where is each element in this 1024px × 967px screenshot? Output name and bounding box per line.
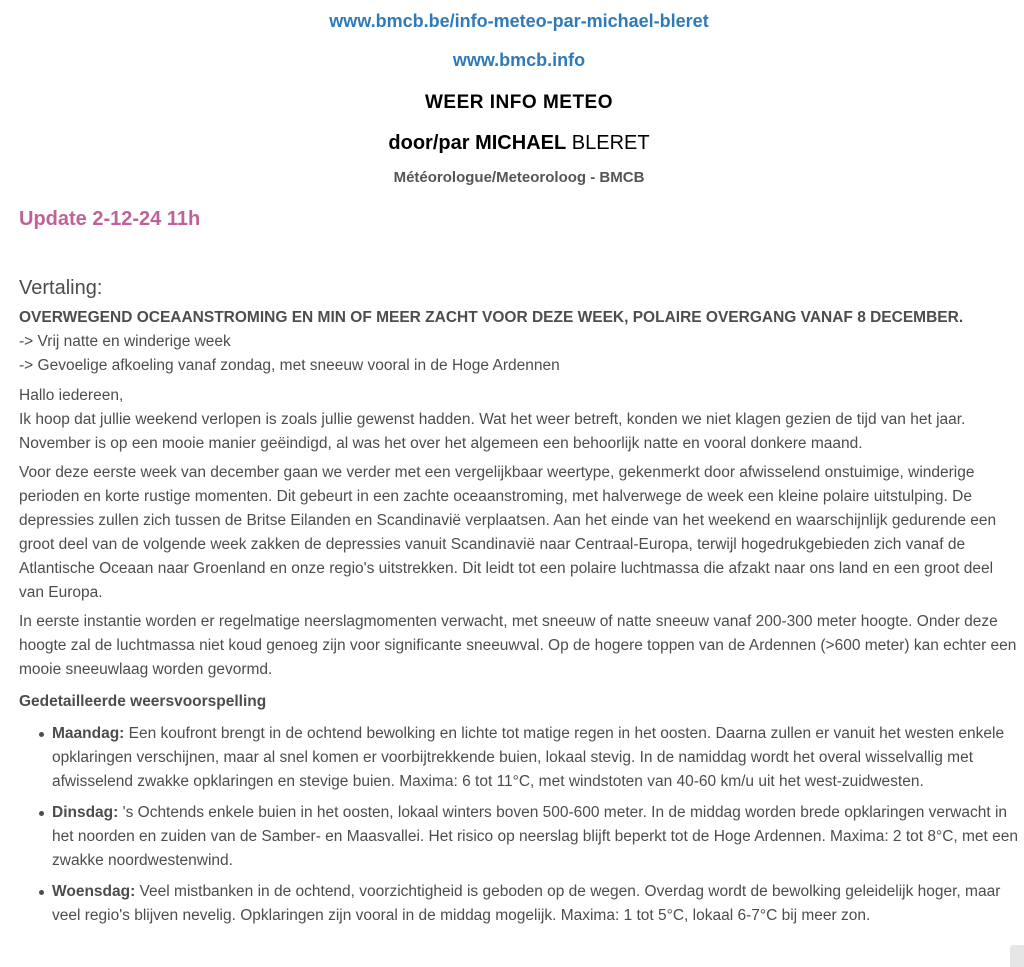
byline-last-name: BLERET (571, 132, 650, 154)
article (19, 0, 1019, 935)
forecast-list (19, 722, 1019, 928)
summary-bullet: -> Gevoelige afkoeling vanaf zondag, met sneeuw vooral in de Hoge Ardennen (19, 357, 560, 374)
byline-prefix: door/par (388, 132, 470, 154)
forecast-text: Veel mistbanken in de ochtend, voorzichtigheid is geboden op de wegen. Overdag wordt de bewolking geleidelijk hoger, maar veel regio's blijven nevelig. Opklaringen zijn vooral in de middag mogelijk. Maxima: 1 tot 5°C, lokaal 6-7°C bij meer zon. (52, 883, 1001, 924)
header-link-bmcb-info[interactable]: www.bmcb.info (452, 50, 586, 70)
paragraph-precipitation: In eerste instantie worden er regelmatige neerslagmomenten verwacht, met sneeuw of natte sneeuw vanaf 200-300 meter hoogte. Onder deze hoogte zal de luchtmassa niet koud genoeg zijn voor significante sneeuwval. Op de hogere toppen van de Ardennen (>600 meter) kan echter een mooie sneeuwlaag worden gevormd. (19, 613, 1017, 678)
translation-label: Vertaling: (19, 277, 103, 299)
forecast-item-wednesday (52, 880, 1019, 928)
forecast-item-tuesday (52, 801, 1019, 873)
paragraph-situation: Voor deze eerste week van december gaan we verder met een vergelijkbaar weertype, gekenmerkt door afwisselend onstuimige, winderige perioden en korte rustige momenten. Dit gebeurt in een zachte oceaanstroming, met halverwege de week een kleine polaire uitstulping. De depressies zullen zich tussen de Britse Eilanden en Scandinavië verplaatsen. Aan het einde van het weekend en waarschijnlijk gedurende een groot deel van de volgende week zakken de depressies vanuit Scandinavië naar Centraal-Europa, terwijl hogedrukgebieden zich vanaf de Atlantische Oceaan naar Groenland en onze regio's uitstrekken. Dit leidt tot een polaire luchtmassa die afzakt naar ons land en een groot deel van Europa. (19, 464, 997, 601)
forecast-text: Een koufront brengt in de ochtend bewolking en lichte tot matige regen in het oosten. Daarna zullen er vanuit het westen enkele opklaringen verschijnen, maar al snel komen er voorbijtrekkende buien, lokaal stevig. In de namiddag wordt het overal wisselvallig met afwisselend zwakke opklaringen en stevige buien. Maxima: 6 tot 11°C, met windstoten van 40-60 km/u uit het west-zuidwesten. (52, 725, 1005, 790)
page-title: WEER INFO METEO (425, 92, 613, 113)
header-link-bmcb-be[interactable]: www.bmcb.be/info-meteo-par-michael-bleret (329, 11, 709, 31)
scrollbar-thumb[interactable] (1010, 945, 1024, 967)
update-label: Update 2-12-24 11h (19, 208, 201, 230)
detail-heading: Gedetailleerde weersvoorspelling (19, 693, 267, 710)
author-role: Météorologue/Meteoroloog - BMCB (393, 169, 645, 186)
paragraph-intro: Ik hoop dat jullie weekend verlopen is zoals jullie gewenst hadden. Wat het weer betreft, konden we niet klagen gezien de tijd van het jaar. November is op een mooie manier geëindigd, al was het over het algemeen een behoorlijk natte en vooral donkere maand. (19, 411, 966, 452)
byline (19, 131, 1019, 155)
forecast-day: Maandag: (52, 725, 125, 742)
summary-bullet: -> Vrij natte en winderige week (19, 333, 231, 350)
forecast-item-monday (52, 722, 1019, 794)
byline-first-name: MICHAEL (475, 132, 567, 154)
forecast-text: 's Ochtends enkele buien in het oosten, lokaal winters boven 500-600 meter. In de middag worden brede opklaringen verwacht in het noorden en zuiden van de Samber- en Maasvallei. Het risico op neerslag blijft beperkt tot de Hoge Ardennen. Maxima: 2 tot 8°C, met een zwakke noordwestenwind. (52, 804, 1019, 869)
summary-bullets (19, 330, 1019, 378)
forecast-day: Woensdag: (52, 883, 136, 900)
forecast-headline: OVERWEGEND OCEAANSTROMING EN MIN OF MEER ZACHT VOOR DEZE WEEK, POLAIRE OVERGANG VANAF 8 DECEMBER. (19, 309, 964, 326)
greeting: Hallo iedereen, (19, 387, 124, 404)
forecast-day: Dinsdag: (52, 804, 119, 821)
